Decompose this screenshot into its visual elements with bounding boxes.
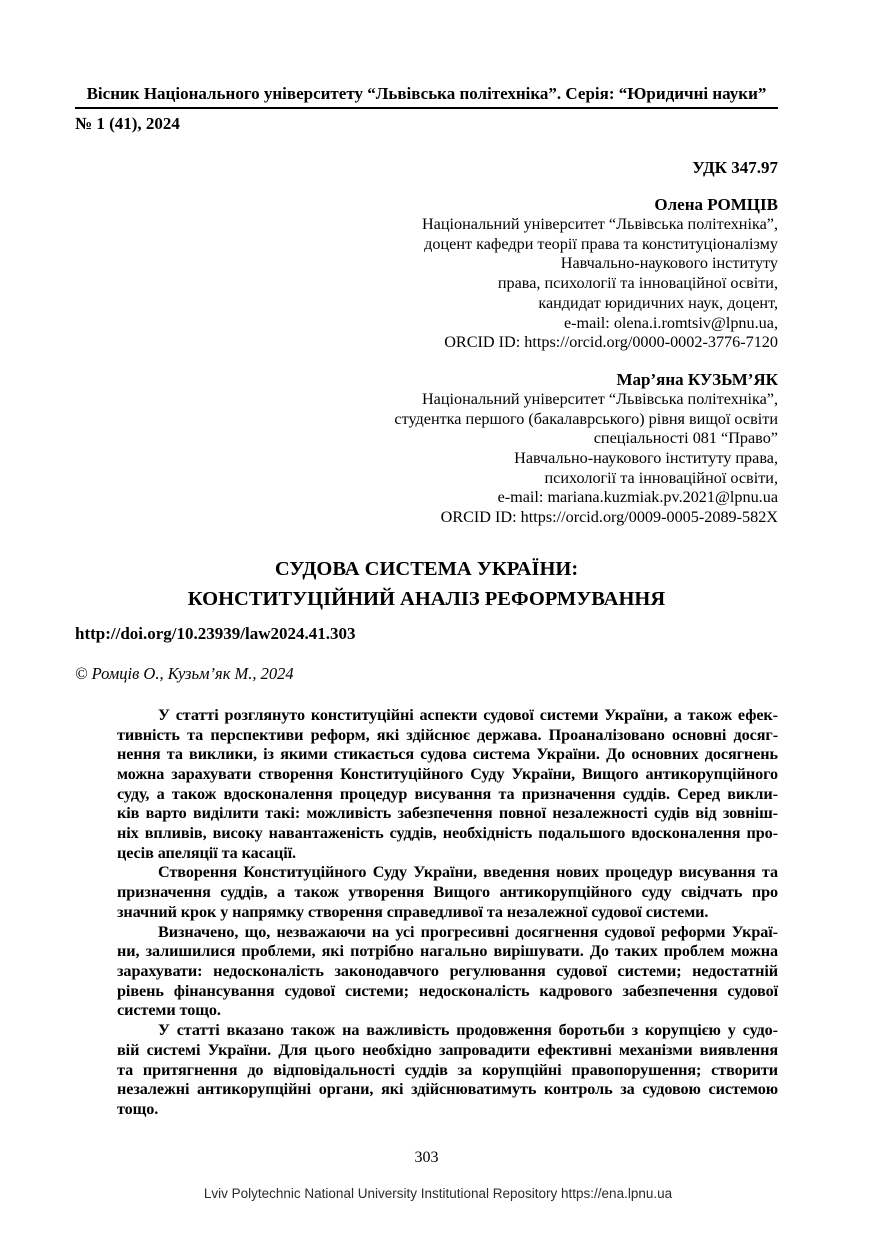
abstract-line: можна зарахувати створення Конституційного Суду України, Вищого антикорупційного (117, 764, 778, 783)
abstract-line: У статті вказано також на важливість продовження боротьби з корупцією у судо- (158, 1021, 778, 1040)
abstract-paragraph (117, 863, 778, 922)
abstract-line: та притягнення до відповідальності суддів за корупційні правопорушення; створити (117, 1060, 778, 1079)
abstract-line: ни, залишилися проблеми, які потрібно нагально вирішувати. До таких проблем можна (117, 942, 778, 961)
abstract-line: ків варто виділити такі: можливість забезпечення повної незалежності судів від зовніш- (117, 804, 778, 823)
abstract-line: тощо. (117, 1099, 159, 1118)
abstract-line: Створення Конституційного Суду України, введення нових процедур висування та (158, 863, 778, 882)
article-title (75, 554, 778, 614)
orcid-link[interactable]: ORCID ID: https://orcid.org/0000-0002-3776-7120 (444, 333, 778, 352)
article-title-line: КОНСТИТУЦІЙНИЙ АНАЛІЗ РЕФОРМУВАННЯ (187, 587, 666, 610)
abstract-line: незалежні антикорупційні органи, які здійснюватимуть контроль за судовою системою (117, 1080, 778, 1099)
abstract-line: вій системі України. Для цього необхідно запровадити ефективні механізми виявлення (117, 1040, 778, 1059)
doi-link[interactable]: http://doi.org/10.23939/law2024.41.303 (75, 623, 356, 643)
abstract-line: цесів апеляції та касації. (117, 843, 297, 862)
abstract-line: Визначено, що, незважаючи на усі прогресивні досягнення судової реформи Украї- (158, 922, 778, 941)
abstract-line: суду, а також вдосконалення процедур висування та призначення суддів. Серед викли- (117, 784, 778, 803)
affiliation-line: Національний університет “Львівська політехніка”, (421, 215, 778, 233)
abstract-line: рівень фінансування судової системи; недосконалість кадрового забезпечення судової (117, 981, 778, 1000)
abstract-line: призначення суддів, а також утворення Вищого антикорупційного суду свідчать про (117, 883, 778, 902)
abstract-line: значний крок у напрямку створення справедливої та незалежної судової системи. (117, 902, 709, 921)
abstract-paragraph (117, 1021, 778, 1120)
author-block (75, 370, 778, 528)
abstract-line: нення та виклики, із якими стикається судова система України. До основних досягнень (117, 745, 778, 764)
affiliation-lines (75, 215, 778, 314)
author-email: e-mail: mariana.kuzmiak.pv.2021@lpnu.ua (497, 488, 778, 507)
copyright-notice: © Ромців О., Кузьм’як М., 2024 (75, 663, 294, 683)
affiliation-line: Навчально-наукового інституту права, (514, 449, 778, 468)
abstract-paragraph (117, 706, 778, 864)
abstract-paragraph (117, 923, 778, 1022)
page-number: 303 (414, 1148, 439, 1166)
affiliation-line: психології та інноваційної освіти, (544, 468, 778, 487)
affiliation-line: кандидат юридичних наук, доцент, (538, 293, 778, 312)
orcid-link[interactable]: ORCID ID: https://orcid.org/0009-0005-2089-582X (440, 508, 778, 527)
abstract-line: ніх впливів, високу навантаженість суддів, необхідність подальшого вдосконалення про- (117, 824, 778, 843)
affiliation-line: Навчально-наукового інституту (560, 254, 778, 273)
issue-number: № 1 (41), 2024 (75, 114, 180, 133)
udc-code: УДК 347.97 (692, 158, 778, 177)
repository-footer: Lviv Polytechnic National University Institutional Repository https://ena.lpnu.ua (203, 1186, 673, 1201)
affiliation-line: спеціальності 081 “Право” (593, 429, 778, 448)
author-name: Мар’яна КУЗЬМ’ЯК (616, 369, 778, 389)
affiliation-line: Національний університет “Львівська політехніка”, (421, 389, 778, 408)
affiliation-line: студентка першого (бакалаврського) рівня вищої освіти (394, 409, 778, 428)
author-name: Олена РОМЦІВ (654, 195, 778, 214)
abstract-line: У статті розглянуто конституційні аспекти судової системи України, а також ефек- (158, 705, 778, 724)
affiliation-line: доцент кафедри теорії права та конституціоналізму (424, 234, 778, 253)
author-block (75, 195, 778, 353)
abstract-text (117, 706, 778, 1120)
author-email: e-mail: olena.i.romtsiv@lpnu.ua, (563, 313, 778, 332)
authors-section (75, 195, 778, 528)
journal-title: Вісник Національного університету “Львівська політехніка”. Серія: “Юридичні науки” (75, 84, 778, 109)
abstract-line: тивність та перспективи реформ, які здійснює держава. Проаналізовано основні досяг- (117, 725, 778, 744)
abstract-line: системи тощо. (117, 1001, 221, 1020)
article-title-line: СУДОВА СИСТЕМА УКРАЇНИ: (274, 557, 579, 580)
content-column (75, 84, 778, 1168)
affiliation-lines (75, 390, 778, 489)
affiliation-line: права, психології та інноваційної освіти, (497, 274, 778, 293)
abstract-line: зарахувати: недосконалість законодавчого регулювання судової системи; недостатній (117, 961, 778, 980)
